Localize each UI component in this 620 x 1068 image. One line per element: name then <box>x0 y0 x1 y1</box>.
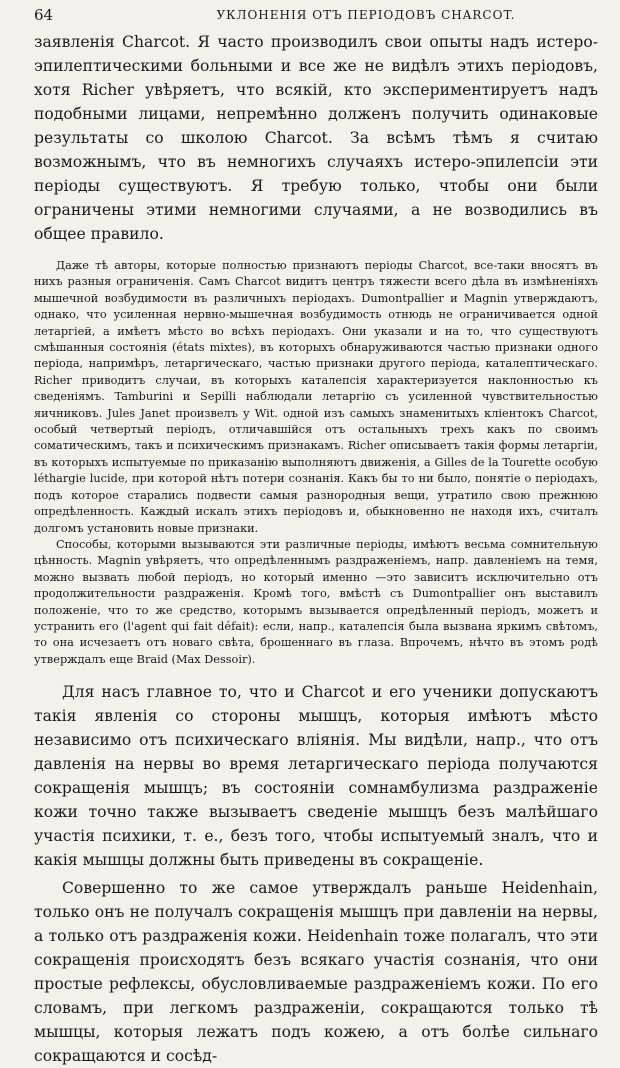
paragraph: заявленія Charcot. Я часто производилъ свои опыты надъ истеро-эпилептическими больными и все же не видѣлъ этихъ періодовъ, хотя Richer увѣряетъ, что всякій, кто экспериментируетъ надъ подобными лицами, непремѣнно долженъ получить одинаковые результаты со школою Charcot. За всѣмъ тѣмъ я считаю возможнымъ, что въ немногихъ случаяхъ истеро-эпилепсіи эти періоды существуютъ. Я требую только, чтобы они были ограничены этими немногими случаями, а не возводились въ общее правило. <box>34 33 598 243</box>
body-text-bottom <box>34 680 598 1068</box>
paragraph: Совершенно то же самое утверждалъ раньше Heidenhain, только онъ не получалъ сокращенія мышцъ при давленіи на нервы, а только отъ раздраженія кожи. Heidenhain тоже полагалъ, что эти сокращенія происходятъ безъ всякаго участія сознанія, что они простые рефлексы, обусловливаемые раздраженіемъ кожи. По его словамъ, при легкомъ раздраженіи, сокращаются только тѣ мышцы, которыя лежатъ подъ кожею, а отъ болѣе сильнаго сокращаются и сосѣд- <box>34 879 598 1066</box>
paragraph: Для насъ главное то, что и Charcot и его ученики допускаютъ такія явленія со стороны мышцъ, которыя имѣютъ мѣсто независимо отъ психическаго вліянія. Мы видѣли, напр., что отъ давленія на нервы во время летаргическаго періода получаются сокращенія мышцъ; въ состояніи сомнамбулизма раздраженіе кожи точно также вызываетъ сведеніе мышцъ безъ малѣйшаго участія психики, т. е., безъ того, чтобы испытуемый зналъ, что и какія мышцы должны быть приведены въ сокращеніе. <box>34 683 598 870</box>
footnote-block <box>34 258 598 668</box>
page-number: 64 <box>34 6 54 24</box>
footnote-paragraph: Даже тѣ авторы, которые полностью признаютъ періоды Charcot, все-таки вносятъ въ нихъ разныя ограниченія. Самъ Charcot видитъ центръ тяжести всего дѣла въ измѣненіяхъ мышечной возбудимости въ различныхъ періодахъ. Dumontpallier и Magnin утверждаютъ, однако, что усиленная нервно-мышечная возбудимость отнюдь не ограничивается одной летаргіей, а имѣетъ мѣсто во всѣхъ періодахъ. Они указали и на то, что существуютъ смѣшанныя состоянія (états mixtes), въ которыхъ обнаруживаются частью признаки одного періода, напримѣръ, летаргическаго, частью признаки другого періода, каталептическаго. Richer приводитъ случаи, въ которыхъ каталепсія характеризуется наклонностью къ сведеніямъ. Tamburini и Sepilli наблюдали летаргію съ усиленной чувствительностью яичниковъ. Jules Janet произвелъ у Wit. одной изъ самыхъ знаменитыхъ кліентокъ Charcot, особый четвертый періодъ, отличавшійся отъ остальныхъ трехъ какъ по своимъ соматическимъ, такъ и психическимъ признакамъ. Richer описываетъ такія формы летаргіи, въ которыхъ испытуемые по приказанію выполняютъ движенія, а Gilles de la Tourette особую léthargie lucide, при которой нѣтъ потери сознанія. Какъ бы то ни было, понятіе о періодахъ, подъ которое старались подвести самыя разнородныя вещи, утратило свою прежнюю опредѣленность. Каждый искалъ этихъ періодовъ и, обыкновенно не находя ихъ, считалъ долгомъ установить новые признаки. <box>34 259 598 535</box>
page-header <box>34 0 598 30</box>
body-text-top <box>34 30 598 246</box>
footnote-paragraph: Способы, которыми вызываются эти различные періоды, имѣютъ весьма сомнительную цѣнность. Magnin увѣряетъ, что опредѣленнымъ раздраженіемъ, напр. давленіемъ на темя, можно вызвать любой періодъ, но который именно —это зависитъ исключительно отъ продолжительности раздраженія. Кромѣ того, вмѣстѣ съ Dumontpallier онъ выставилъ положеніе, что то же средство, которымъ вызывается опредѣленный періодъ, можетъ и устранить его (l'agent qui fait défait): если, напр., каталепсія была вызвана яркимъ свѣтомъ, то она исчезаетъ отъ новаго свѣта, брошеннаго въ глаза. Впрочемъ, нѣчто въ этомъ родѣ утверждалъ еще Braid (Max Dessoir). <box>34 537 598 666</box>
running-title: УКЛОНЕНІЯ ОТЪ ПЕРІОДОВЪ CHARCOT. <box>216 8 516 22</box>
